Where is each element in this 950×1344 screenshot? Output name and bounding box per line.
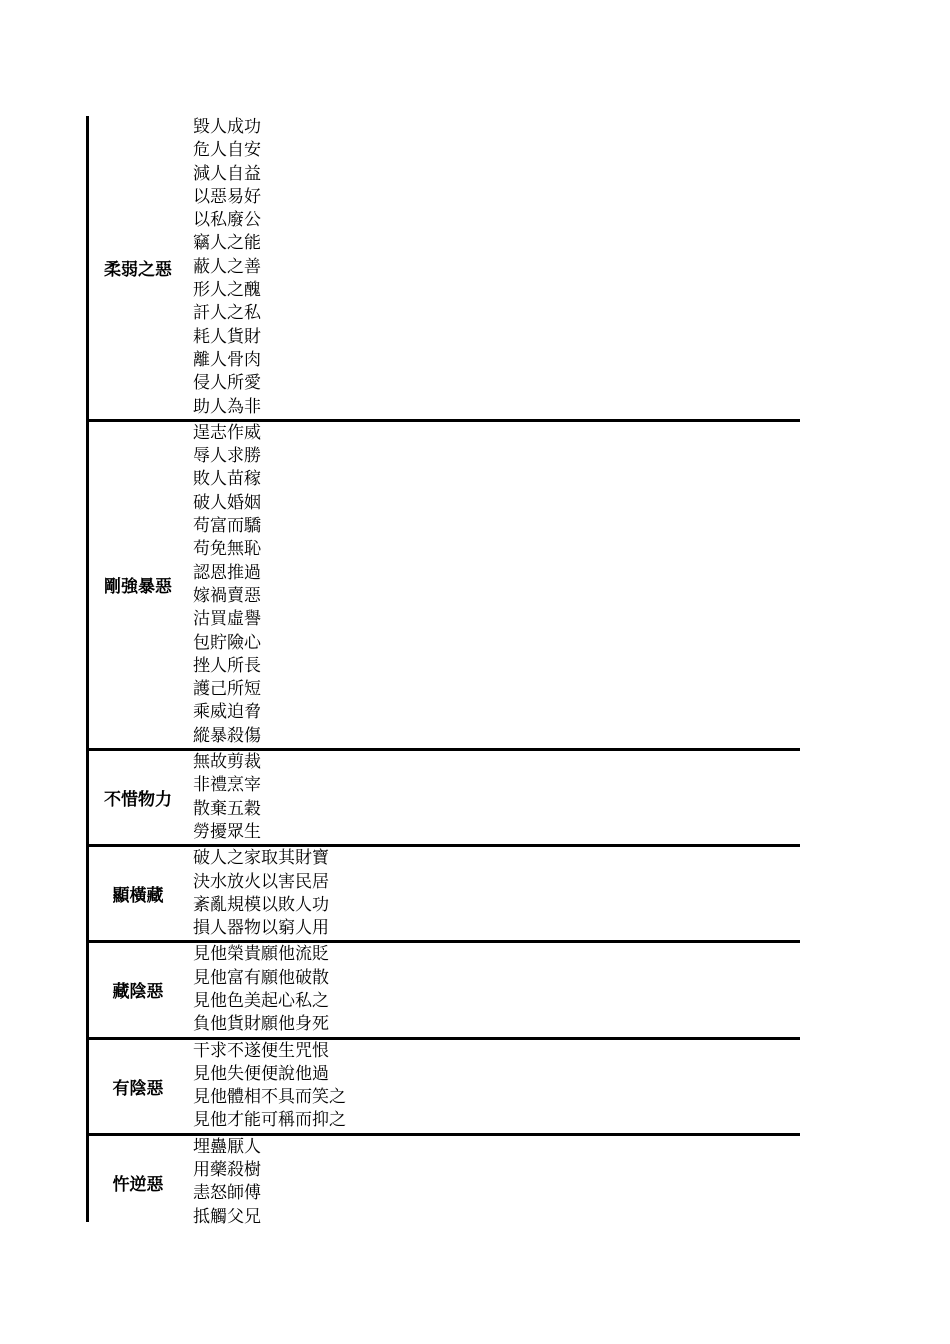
list-item: 辱人求勝 [193,446,261,467]
list-item: 破人婚姻 [193,492,261,513]
list-item: 耗人貨財 [193,326,261,347]
list-item: 散棄五穀 [193,798,261,819]
list-item: 形人之醜 [193,280,261,301]
item-list [187,1136,800,1229]
category-groups [86,116,800,1229]
list-item: 危人自安 [193,140,261,161]
list-item: 認恩推過 [193,562,261,583]
category-group [86,751,800,847]
list-item: 以惡易好 [193,186,261,207]
list-item: 縱暴殺傷 [193,725,261,746]
item-list [187,116,800,419]
list-item: 毀人成功 [193,117,261,137]
category-label: 藏陰惡 [112,982,164,1003]
list-item: 破人之家取其財寶 [193,848,329,869]
list-item: 見他失便便說他過 [193,1063,329,1084]
list-item: 乘威迫脅 [193,702,261,723]
category-group [86,943,800,1039]
category-label: 顯橫藏 [112,886,164,907]
item-list [187,1040,800,1133]
list-item: 侵人所愛 [193,373,261,394]
item-list [187,422,800,748]
list-item: 見他色美起心私之 [193,990,329,1011]
list-item: 離人骨肉 [193,349,261,370]
list-item: 護己所短 [193,679,261,700]
list-item: 見他富有願他破散 [193,967,329,988]
category-group [86,116,800,422]
list-item: 非禮烹宰 [193,775,261,796]
list-item: 干求不遂便生咒恨 [193,1040,329,1061]
list-item: 減人自益 [193,163,261,184]
list-item: 損人器物以窮人用 [193,918,329,939]
category-label: 柔弱之惡 [104,259,172,280]
list-item: 勞擾眾生 [193,821,261,842]
list-item: 竊人之能 [193,233,261,254]
category-group [86,847,800,943]
list-item: 無故剪裁 [193,752,261,773]
list-item: 嫁禍賣惡 [193,585,261,606]
list-item: 決水放火以害民居 [193,871,329,892]
list-item: 苟免無恥 [193,539,261,560]
item-list [187,943,800,1036]
item-list [187,751,800,844]
list-item: 訐人之私 [193,303,261,324]
category-label: 忤逆惡 [112,1174,164,1195]
list-item: 埋蠱厭人 [193,1136,261,1157]
list-item: 見他體相不具而笑之 [193,1087,346,1108]
category-label: 不惜物力 [104,790,172,811]
list-item: 沽買虛譽 [193,609,261,630]
list-item: 見他才能可稱而抑之 [193,1110,346,1131]
category-label: 有陰惡 [112,1078,164,1099]
list-item: 助人為非 [193,396,261,417]
category-group [86,422,800,751]
list-item: 抵觸父兄 [193,1206,261,1227]
list-item: 負他貨財願他身死 [193,1014,329,1035]
list-item: 逞志作威 [193,422,261,443]
category-label: 剛強暴惡 [104,577,172,598]
category-group [86,1040,800,1136]
list-item: 以私廢公 [193,210,261,231]
list-item: 苟富而驕 [193,516,261,537]
list-item: 恚怒師傅 [193,1183,261,1204]
list-item: 紊亂規模以敗人功 [193,894,329,915]
list-item: 用藥殺樹 [193,1160,261,1181]
item-list [187,847,800,940]
list-item: 敗人苗稼 [193,469,261,490]
list-item: 見他榮貴願他流貶 [193,944,329,965]
spreadsheet-table [86,116,800,1229]
category-group [86,1136,800,1229]
list-item: 挫人所長 [193,655,261,676]
list-item: 包貯險心 [193,632,261,653]
list-item: 蔽人之善 [193,256,261,277]
